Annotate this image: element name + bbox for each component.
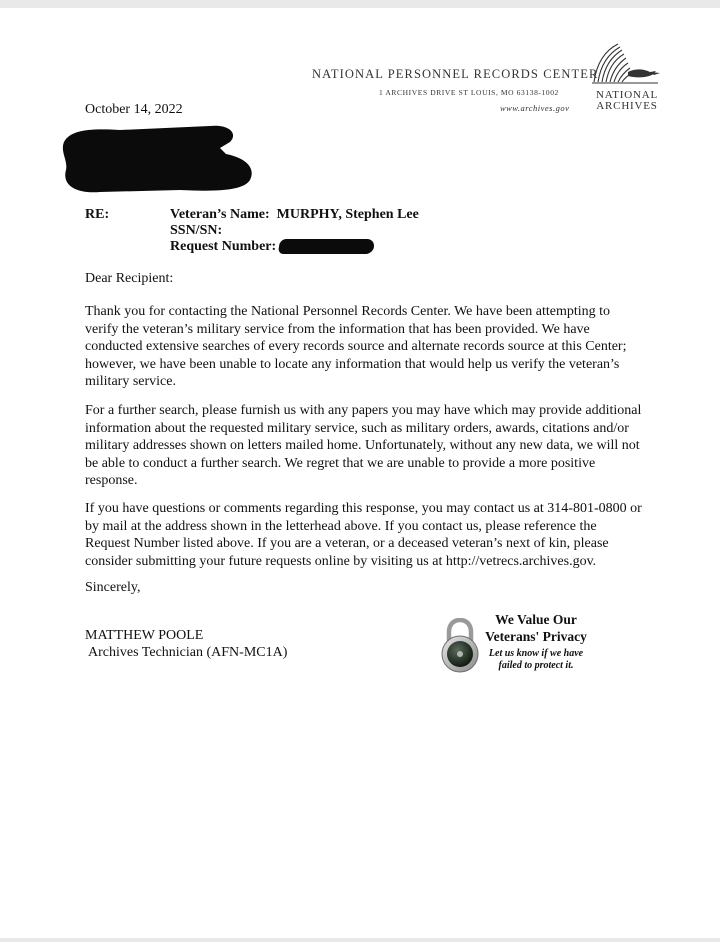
privacy-subtitle: Let us know if we have failed to protect it. xyxy=(488,648,584,671)
redacted-request-number xyxy=(278,239,375,254)
ssn-line: SSN/SN: xyxy=(170,223,223,238)
body-paragraph-3: If you have questions or comments regarding this response, you may contact us at 314-801-0800 or by mail at the address shown in the letterhead above. If you contact us, please reference the Request Number listed above. If you are a veteran, or a deceased veteran’s next of kin, please consider submitting your future requests online by visiting us at http://vetrecs.archives.gov. xyxy=(85,501,642,569)
veteran-name: MURPHY, Stephen Lee xyxy=(276,207,419,222)
privacy-title: We Value Our Veterans' Privacy xyxy=(485,612,587,644)
body-paragraph-2: For a further search, please furnish us with any papers you may have which may provide additional information about the requested military service, such as military orders, awards, citations and/or military addresses shown on letters mailed home. Unfortunately, without any new data, we will not be able to conduct a further search. We regret that we are unable to provide a more positive response. xyxy=(85,403,642,488)
letterhead-website: www.archives.gov xyxy=(500,103,570,113)
request-line: Request Number: xyxy=(170,239,419,255)
closing: Sincerely, xyxy=(85,580,141,595)
redacted-address xyxy=(60,120,258,194)
letterhead-org: NATIONAL PERSONNEL RECORDS CENTER xyxy=(312,67,599,81)
eagle-icon xyxy=(588,38,664,86)
re-block xyxy=(170,207,419,255)
logo-wordmark: NATIONAL ARCHIVES xyxy=(595,89,658,112)
letter-page xyxy=(0,8,720,938)
signature-title: Archives Technician (AFN-MC1A) xyxy=(88,645,288,660)
letterhead-address: 1 ARCHIVES DRIVE ST LOUIS, MO 63138-1002 xyxy=(379,88,559,97)
padlock-icon xyxy=(440,618,480,674)
salutation: Dear Recipient: xyxy=(85,271,174,286)
signature-name: MATTHEW POOLE xyxy=(85,628,204,643)
veteran-line: Veteran’s Name: MURPHY, Stephen Lee xyxy=(170,207,419,222)
body-paragraph-1: Thank you for contacting the National Personnel Records Center. We have been attempting to verify the veteran’s military service from the information that has been provided. We have conducted extensive searches of every records source and alternate records source at this Center; however, we have been unable to locate any information that would help us verify the veteran’s military service. xyxy=(85,304,627,389)
letter-date: October 14, 2022 xyxy=(85,102,183,117)
re-label: RE: xyxy=(85,207,110,222)
